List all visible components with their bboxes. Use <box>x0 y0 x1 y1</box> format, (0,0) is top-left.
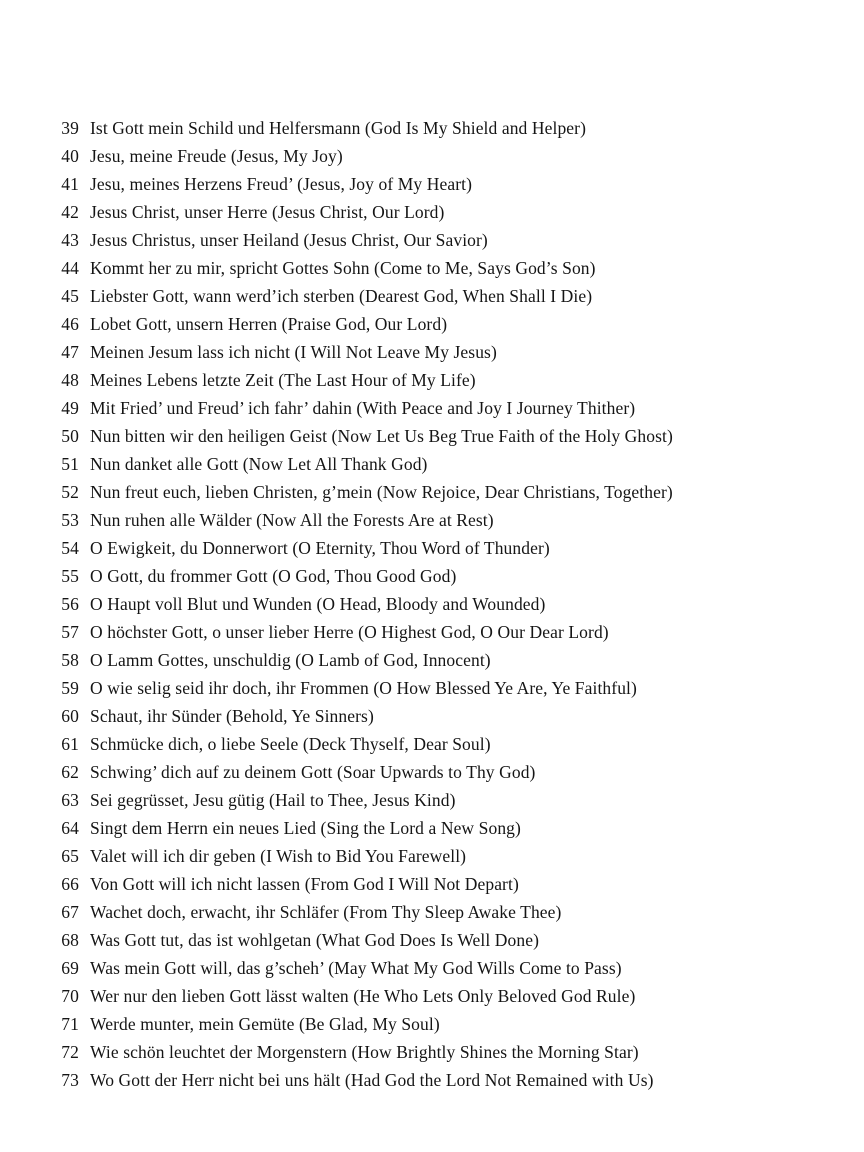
list-item <box>55 618 834 646</box>
chorale-title: Jesu, meines Herzens Freud’ (Jesus, Joy of My Heart) <box>90 174 473 194</box>
chorale-number: 73 <box>61 1070 79 1090</box>
chorale-number: 62 <box>61 762 79 782</box>
chorale-number: 51 <box>61 454 79 474</box>
list-item <box>55 142 834 170</box>
chorale-number: 45 <box>61 286 79 306</box>
list-item <box>55 926 834 954</box>
chorale-number: 49 <box>61 398 79 418</box>
list-item <box>55 478 834 506</box>
list-item <box>55 842 834 870</box>
chorale-title: Wie schön leuchtet der Morgenstern (How Brightly Shines the Morning Star) <box>90 1042 639 1062</box>
chorale-number: 52 <box>61 482 79 502</box>
list-item <box>55 534 834 562</box>
list-item <box>55 282 834 310</box>
chorale-number: 54 <box>61 538 79 558</box>
chorale-number: 60 <box>61 706 79 726</box>
chorale-number: 71 <box>61 1014 79 1034</box>
chorale-title: Was mein Gott will, das g’scheh’ (May What My God Wills Come to Pass) <box>90 958 622 978</box>
chorale-number: 43 <box>61 230 79 250</box>
chorale-number: 44 <box>61 258 79 278</box>
chorale-number: 58 <box>61 650 79 670</box>
chorale-number: 55 <box>61 566 79 586</box>
list-item <box>55 786 834 814</box>
chorale-number: 61 <box>61 734 79 754</box>
chorale-number: 57 <box>61 622 79 642</box>
chorale-title: Wo Gott der Herr nicht bei uns hält (Had God the Lord Not Remained with Us) <box>90 1070 654 1090</box>
chorale-title: Meinen Jesum lass ich nicht (I Will Not Leave My Jesus) <box>90 342 497 362</box>
chorale-title: Schmücke dich, o liebe Seele (Deck Thyself, Dear Soul) <box>90 734 491 754</box>
chorale-title: Jesus Christ, unser Herre (Jesus Christ, Our Lord) <box>90 202 445 222</box>
list-item <box>55 590 834 618</box>
chorale-number: 67 <box>61 902 79 922</box>
list-item <box>55 954 834 982</box>
list-item <box>55 366 834 394</box>
chorale-title: Nun ruhen alle Wälder (Now All the Forests Are at Rest) <box>90 510 494 530</box>
list-item <box>55 702 834 730</box>
list-item <box>55 310 834 338</box>
list-item <box>55 422 834 450</box>
chorale-title: O Gott, du frommer Gott (O God, Thou Good God) <box>90 566 457 586</box>
list-item <box>55 1038 834 1066</box>
chorale-title: Wer nur den lieben Gott lässt walten (He Who Lets Only Beloved God Rule) <box>90 986 636 1006</box>
list-item <box>55 870 834 898</box>
chorale-number: 66 <box>61 874 79 894</box>
list-item <box>55 758 834 786</box>
list-item <box>55 450 834 478</box>
chorale-title: Ist Gott mein Schild und Helfersmann (God Is My Shield and Helper) <box>90 118 587 138</box>
chorale-title: Sei gegrüsset, Jesu gütig (Hail to Thee, Jesus Kind) <box>90 790 456 810</box>
chorale-title: Werde munter, mein Gemüte (Be Glad, My Soul) <box>90 1014 440 1034</box>
chorale-number: 56 <box>61 594 79 614</box>
chorale-number: 59 <box>61 678 79 698</box>
chorale-title: Was Gott tut, das ist wohlgetan (What God Does Is Well Done) <box>90 930 540 950</box>
list-item <box>55 1010 834 1038</box>
chorale-number: 68 <box>61 930 79 950</box>
chorale-title: O höchster Gott, o unser lieber Herre (O Highest God, O Our Dear Lord) <box>90 622 609 642</box>
list-item <box>55 338 834 366</box>
list-item <box>55 170 834 198</box>
chorale-number: 50 <box>61 426 79 446</box>
chorale-index-list <box>55 114 834 1094</box>
chorale-number: 41 <box>61 174 79 194</box>
list-item <box>55 562 834 590</box>
list-item <box>55 198 834 226</box>
chorale-number: 48 <box>61 370 79 390</box>
chorale-title: Wachet doch, erwacht, ihr Schläfer (From Thy Sleep Awake Thee) <box>90 902 562 922</box>
chorale-number: 64 <box>61 818 79 838</box>
chorale-title: Kommt her zu mir, spricht Gottes Sohn (Come to Me, Says God’s Son) <box>90 258 596 278</box>
list-item <box>55 814 834 842</box>
chorale-title: Jesu, meine Freude (Jesus, My Joy) <box>90 146 343 166</box>
chorale-number: 47 <box>61 342 79 362</box>
list-item <box>55 254 834 282</box>
chorale-title: Valet will ich dir geben (I Wish to Bid You Farewell) <box>90 846 467 866</box>
list-item <box>55 982 834 1010</box>
chorale-title: Schaut, ihr Sünder (Behold, Ye Sinners) <box>90 706 374 726</box>
chorale-title: Nun danket alle Gott (Now Let All Thank God) <box>90 454 428 474</box>
chorale-title: O wie selig seid ihr doch, ihr Frommen (O How Blessed Ye Are, Ye Faithful) <box>90 678 637 698</box>
chorale-title: Singt dem Herrn ein neues Lied (Sing the Lord a New Song) <box>90 818 521 838</box>
chorale-title: Schwing’ dich auf zu deinem Gott (Soar Upwards to Thy God) <box>90 762 536 782</box>
list-item <box>55 394 834 422</box>
chorale-title: Von Gott will ich nicht lassen (From God I Will Not Depart) <box>90 874 519 894</box>
chorale-title: Meines Lebens letzte Zeit (The Last Hour of My Life) <box>90 370 476 390</box>
chorale-title: O Haupt voll Blut und Wunden (O Head, Bloody and Wounded) <box>90 594 546 614</box>
list-item <box>55 1066 834 1094</box>
chorale-title: Lobet Gott, unsern Herren (Praise God, Our Lord) <box>90 314 448 334</box>
chorale-number: 69 <box>61 958 79 978</box>
list-item <box>55 226 834 254</box>
chorale-title: Mit Fried’ und Freud’ ich fahr’ dahin (With Peace and Joy I Journey Thither) <box>90 398 636 418</box>
chorale-number: 53 <box>61 510 79 530</box>
list-item <box>55 506 834 534</box>
chorale-number: 40 <box>61 146 79 166</box>
chorale-number: 42 <box>61 202 79 222</box>
chorale-number: 65 <box>61 846 79 866</box>
chorale-title: O Ewigkeit, du Donnerwort (O Eternity, Thou Word of Thunder) <box>90 538 550 558</box>
list-item <box>55 114 834 142</box>
chorale-title: O Lamm Gottes, unschuldig (O Lamb of God, Innocent) <box>90 650 491 670</box>
chorale-number: 72 <box>61 1042 79 1062</box>
chorale-title: Nun bitten wir den heiligen Geist (Now Let Us Beg True Faith of the Holy Ghost) <box>90 426 673 446</box>
list-item <box>55 674 834 702</box>
chorale-title: Jesus Christus, unser Heiland (Jesus Christ, Our Savior) <box>90 230 488 250</box>
list-item <box>55 730 834 758</box>
chorale-number: 46 <box>61 314 79 334</box>
chorale-number: 63 <box>61 790 79 810</box>
chorale-title: Liebster Gott, wann werd’ich sterben (Dearest God, When Shall I Die) <box>90 286 593 306</box>
chorale-number: 70 <box>61 986 79 1006</box>
list-item <box>55 898 834 926</box>
chorale-title: Nun freut euch, lieben Christen, g’mein (Now Rejoice, Dear Christians, Together) <box>90 482 673 502</box>
list-item <box>55 646 834 674</box>
chorale-number: 39 <box>61 118 79 138</box>
